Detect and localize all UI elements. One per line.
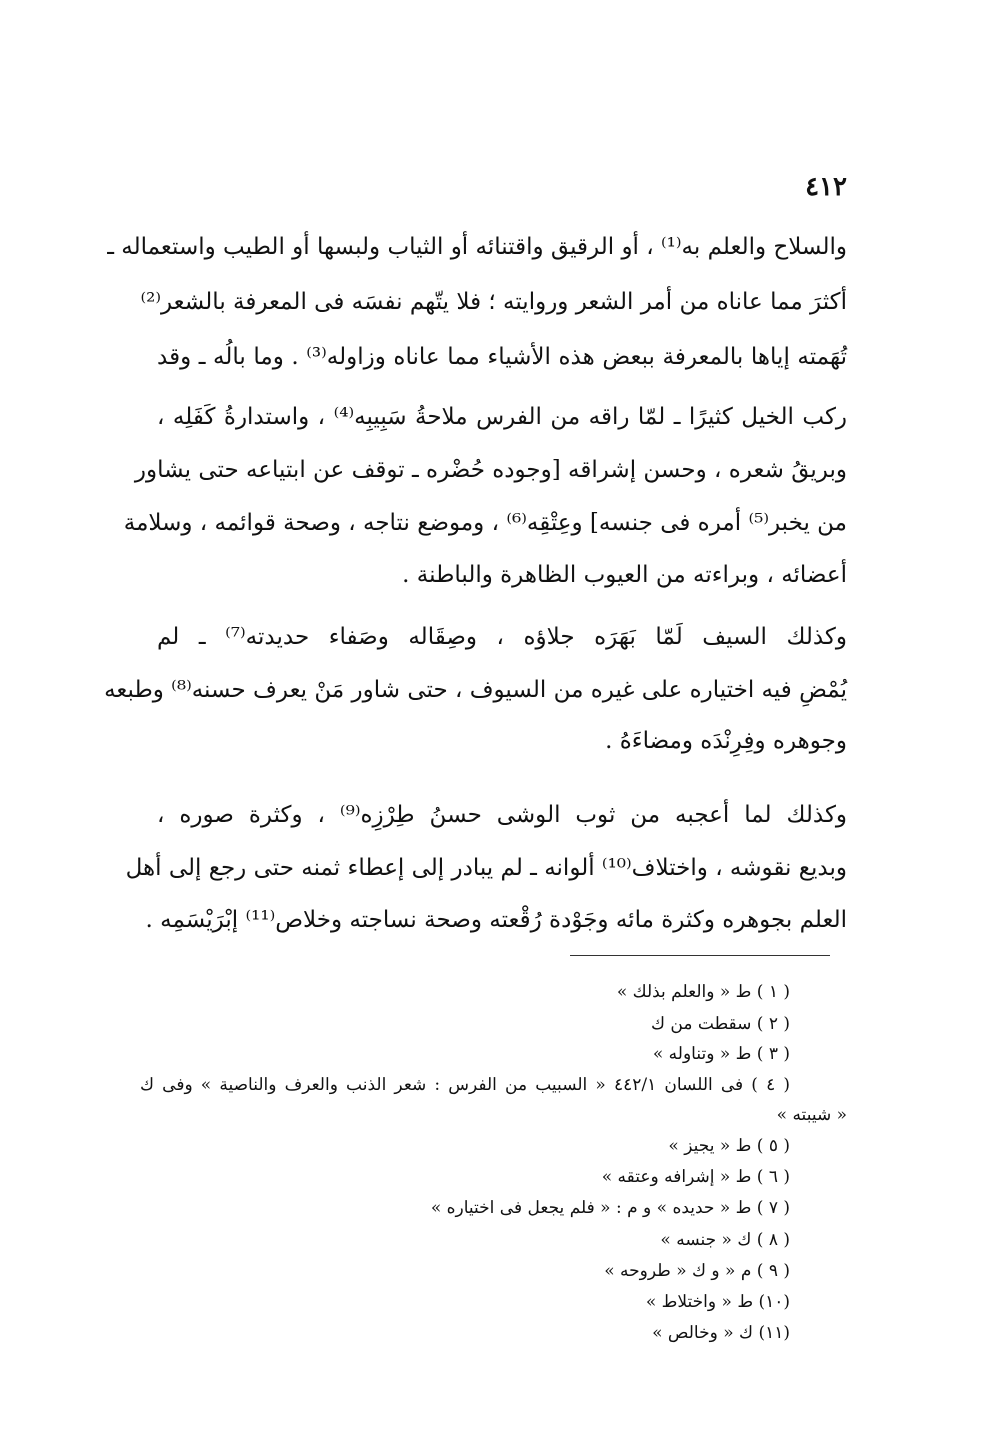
footnote-5: ( ٥ ) ط « يجيز » xyxy=(668,1136,790,1156)
footnote-4: ( ٤ ) فى اللسان ٤٤٢/١ « السبيب من الفرس : شعر الذنب والعرف والناصية » وفى ك xyxy=(140,1075,790,1095)
paragraph-4-line-2: وبديع نقوشه ، واختلاف⁽¹⁰⁾ ألوانه ـ لم يبادر إلى إعطاء ثمنه حتى رجع إلى أهل xyxy=(125,855,847,881)
paragraph-1-line-1: والسلاح والعلم به⁽¹⁾ ، أو الرقيق واقتنائه أو الثياب ولبسها أو الطيب واستعماله ـ xyxy=(107,234,847,260)
paragraph-3-line-3: وجوهره وفِرِنْدَه ومضاءَهُ . xyxy=(605,728,847,754)
footnote-8: ( ٨ ) ك « جنسه » xyxy=(660,1230,790,1250)
footnote-separator xyxy=(570,955,830,956)
paragraph-3-line-2: يُمْضِ فيه اختياره على غيره من السيوف ، حتى شاور مَنْ يعرف حسنه⁽⁸⁾ وطبعه xyxy=(104,677,847,703)
footnote-10: (١٠) ط « واختلاط » xyxy=(645,1292,790,1312)
footnote-2: ( ٢ ) سقطت من ك xyxy=(651,1014,790,1034)
paragraph-4-line-1: وكذلك لما أعجبه من ثوب الوشى حسنُ طِرْزِه⁽⁹⁾ ، وكثرة صوره ، xyxy=(157,802,848,828)
paragraph-2-line-2: وبريقُ شعره ، وحسن إشراقه [وجوده حُضْره ـ توقف عن ابتياعه حتى يشاور xyxy=(134,457,847,483)
paragraph-4-line-3: العلم بجوهره وكثرة مائه وجَوْدة رُقْعته وصحة نساجته وخلاص⁽¹¹⁾ إبْرَيْسَمِه . xyxy=(145,907,847,933)
paragraph-2-line-3: من يخبر⁽⁵⁾ أمره فى جنسه] وعِتْقِه⁽⁶⁾ ، وموضع نتاجه ، وصحة قوائمه ، وسلامة xyxy=(123,510,847,536)
paragraph-2-line-4: أعضائه ، وبراءته من العيوب الظاهرة والباطنة . xyxy=(402,562,847,588)
paragraph-1-line-2: أكثرَ مما عاناه من أمر الشعر وروايته ؛ فلا يتّهم نفسَه فى المعرفة بالشعر⁽²⁾ xyxy=(140,289,847,315)
footnote-6: ( ٦ ) ط « إشرافه وعتقه » xyxy=(601,1167,790,1187)
footnote-3: ( ٣ ) ط « وتناوله » xyxy=(652,1044,790,1064)
paragraph-3-line-1: وكذلك السيف لَمّا بَهَرَه جلاؤه ، وصِقَاله وصَفاء حديدته⁽⁷⁾ ـ لم xyxy=(157,624,847,650)
footnote-1: ( ١ ) ط « والعلم بذلك » xyxy=(616,982,790,1002)
footnote-11: (١١) ك « وخالص » xyxy=(652,1323,790,1343)
paragraph-2-line-1: ركب الخيل كثيرًا ـ لمّا راقه من الفرس ملاحةُ سَبِيبِه⁽⁴⁾ ، واستدارةُ كَفَلِه ، xyxy=(157,404,847,430)
page-number: ٤١٢ xyxy=(805,172,847,202)
paragraph-1-line-3: تُهَمته إياها بالمعرفة ببعض هذه الأشياء مما عاناه وزاوله⁽³⁾ . وما بالُه ـ وقد xyxy=(157,344,847,370)
footnote-7: ( ٧ ) ط « حديده » و م : « فلم يجعل فى اختياره » xyxy=(430,1198,790,1218)
footnote-4-continuation: « شيبته » xyxy=(776,1105,847,1125)
footnote-9: ( ٩ ) م « و ك « طروحه » xyxy=(604,1261,790,1281)
